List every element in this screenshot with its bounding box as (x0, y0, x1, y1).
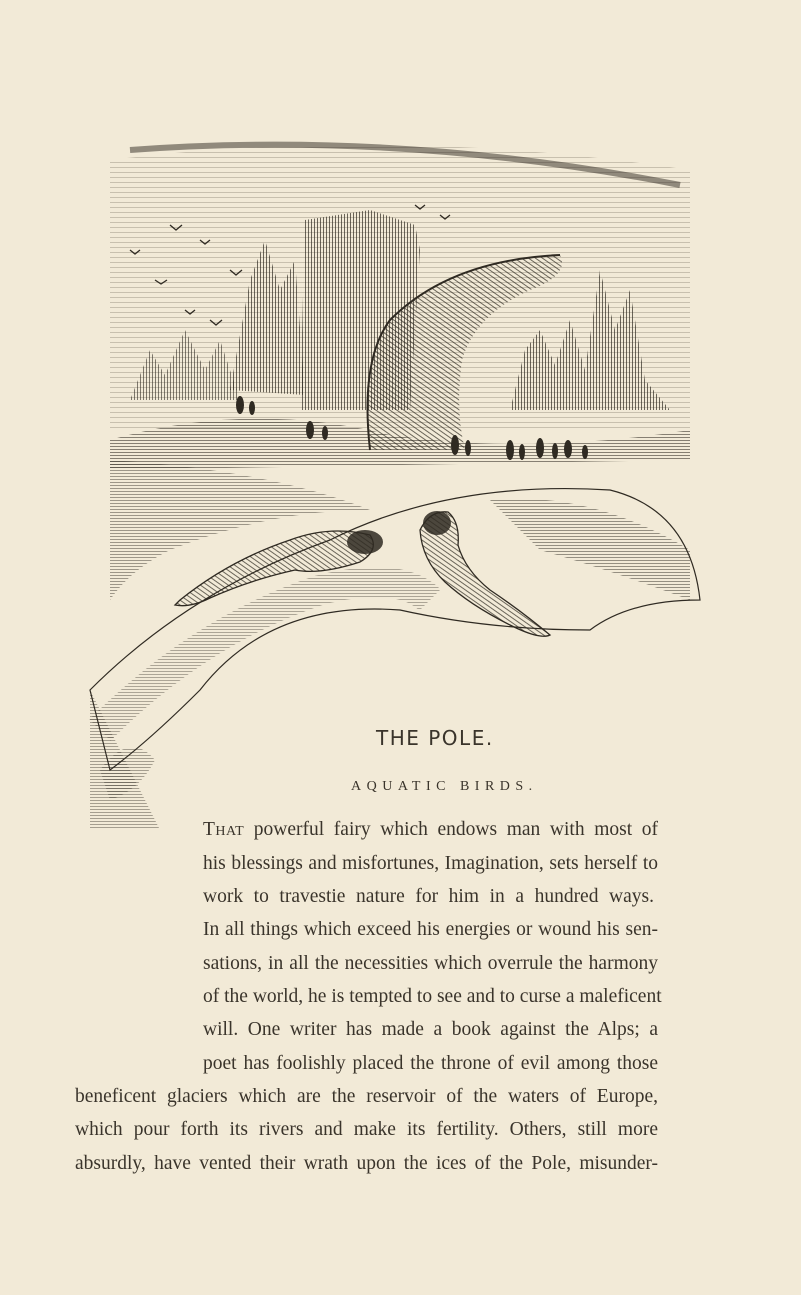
paragraph-line: poet has foolishly placed the throne of evil among those (203, 1053, 658, 1074)
section-subtitle: AQUATIC BIRDS. (351, 779, 538, 794)
paragraph-line: which pour forth its rivers and make its fertility. Others, still more (75, 1119, 658, 1140)
paragraph-line (203, 819, 658, 841)
paragraph-line: work to travestie nature for him in a hundred ways. (203, 886, 654, 907)
paragraph-line: will. One writer has made a book against the Alps; a (203, 1019, 658, 1040)
paragraph-line: absurdly, have vented their wrath upon the ices of the Pole, misunder- (75, 1153, 658, 1174)
section-title: THE POLE. (376, 726, 494, 750)
paragraph-line: his blessings and misfortunes, Imagination, sets herself to (203, 853, 658, 874)
paragraph-line: sations, in all the necessities which overrule the harmony (203, 953, 658, 974)
paragraph-line: In all things which exceed his energies or wound his sen- (203, 919, 658, 940)
paragraph-line: of the world, he is tempted to see and to curse a maleficent (203, 986, 662, 1007)
line-text: powerful fairy which endows man with most of (253, 819, 659, 840)
paragraph-line: beneficent glaciers which are the reservoir of the waters of Europe, (75, 1086, 658, 1107)
engraving-icon (70, 130, 710, 830)
first-word: That (203, 819, 245, 840)
